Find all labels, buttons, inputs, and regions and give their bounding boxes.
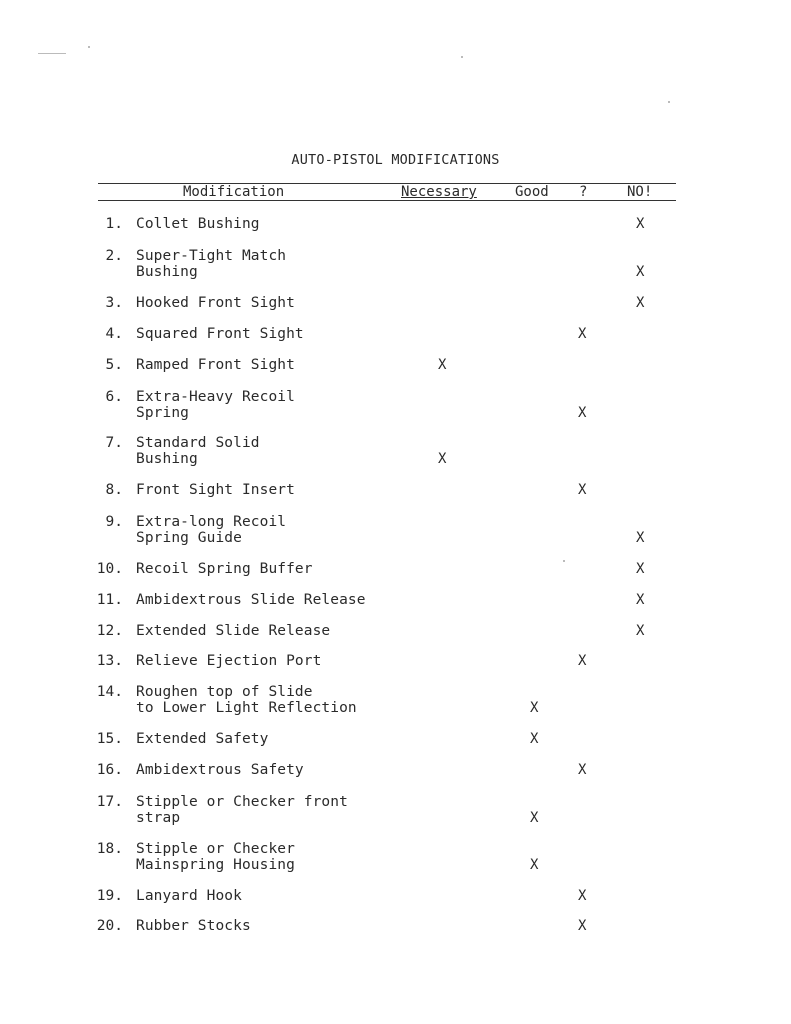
- header-question: ?: [579, 184, 588, 200]
- modification-name: Roughen top of Slide to Lower Light Reflection: [136, 684, 357, 716]
- row-number: 4.: [105, 326, 123, 342]
- rating-mark-question: X: [578, 326, 587, 342]
- rating-mark-no: X: [636, 561, 645, 577]
- rating-mark-no: X: [636, 216, 645, 232]
- row-number: 18.: [96, 841, 123, 857]
- row-number: 2.: [105, 248, 123, 264]
- scan-speck: [461, 56, 463, 58]
- modification-name: Recoil Spring Buffer: [136, 561, 313, 577]
- modification-name: Ambidextrous Safety: [136, 762, 304, 778]
- rating-mark-question: X: [578, 918, 587, 934]
- scan-speck: [88, 46, 90, 48]
- modification-name: Squared Front Sight: [136, 326, 304, 342]
- row-number: 3.: [105, 295, 123, 311]
- row-number: 19.: [96, 888, 123, 904]
- rating-mark-question: X: [578, 762, 587, 778]
- row-number: 13.: [96, 653, 123, 669]
- rating-mark-question: X: [578, 888, 587, 904]
- row-number: 11.: [96, 592, 123, 608]
- modification-name: Front Sight Insert: [136, 482, 295, 498]
- modification-name: Collet Bushing: [136, 216, 260, 232]
- modification-name: Ramped Front Sight: [136, 357, 295, 373]
- scan-speck: [38, 53, 66, 54]
- modification-name: Extra-long Recoil Spring Guide: [136, 514, 287, 546]
- rating-mark-question: X: [578, 653, 587, 669]
- rating-mark-good: X: [530, 857, 539, 873]
- row-number: 8.: [105, 482, 123, 498]
- rating-mark-no: X: [636, 295, 645, 311]
- scan-speck: [563, 560, 565, 562]
- header-necessary: Necessary: [401, 184, 477, 200]
- rating-mark-good: X: [530, 700, 539, 716]
- header-good: Good: [515, 184, 549, 200]
- row-number: 9.: [105, 514, 123, 530]
- modification-name: Relieve Ejection Port: [136, 653, 322, 669]
- modification-name: Extended Safety: [136, 731, 269, 747]
- modification-name: Ambidextrous Slide Release: [136, 592, 366, 608]
- modification-name: Rubber Stocks: [136, 918, 251, 934]
- row-number: 7.: [105, 435, 123, 451]
- row-number: 15.: [96, 731, 123, 747]
- row-number: 17.: [96, 794, 123, 810]
- row-number: 1.: [105, 216, 123, 232]
- rating-mark-no: X: [636, 264, 645, 280]
- rating-mark-no: X: [636, 592, 645, 608]
- rating-mark-necessary: X: [438, 357, 447, 373]
- modification-name: Extended Slide Release: [136, 623, 331, 639]
- rating-mark-necessary: X: [438, 451, 447, 467]
- page-title: AUTO-PISTOL MODIFICATIONS: [291, 152, 500, 168]
- modification-name: Stipple or Checker front strap: [136, 794, 348, 826]
- header-no: NO!: [627, 184, 653, 200]
- modification-name: Lanyard Hook: [136, 888, 242, 904]
- modification-name: Super-Tight Match Bushing: [136, 248, 287, 280]
- rating-mark-no: X: [636, 530, 645, 546]
- row-number: 16.: [96, 762, 123, 778]
- rating-mark-question: X: [578, 405, 587, 421]
- row-number: 12.: [96, 623, 123, 639]
- row-number: 5.: [105, 357, 123, 373]
- rating-mark-no: X: [636, 623, 645, 639]
- modification-name: Stipple or Checker Mainspring Housing: [136, 841, 295, 873]
- rating-mark-good: X: [530, 731, 539, 747]
- header-modification: Modification: [183, 184, 285, 200]
- rating-mark-good: X: [530, 810, 539, 826]
- header-bottom-rule: [98, 200, 676, 201]
- modification-name: Extra-Heavy Recoil Spring: [136, 389, 295, 421]
- modification-name: Hooked Front Sight: [136, 295, 295, 311]
- row-number: 20.: [96, 918, 123, 934]
- modification-name: Standard Solid Bushing: [136, 435, 260, 467]
- row-number: 6.: [105, 389, 123, 405]
- rating-mark-question: X: [578, 482, 587, 498]
- row-number: 10.: [96, 561, 123, 577]
- scan-speck: [668, 101, 670, 103]
- row-number: 14.: [96, 684, 123, 700]
